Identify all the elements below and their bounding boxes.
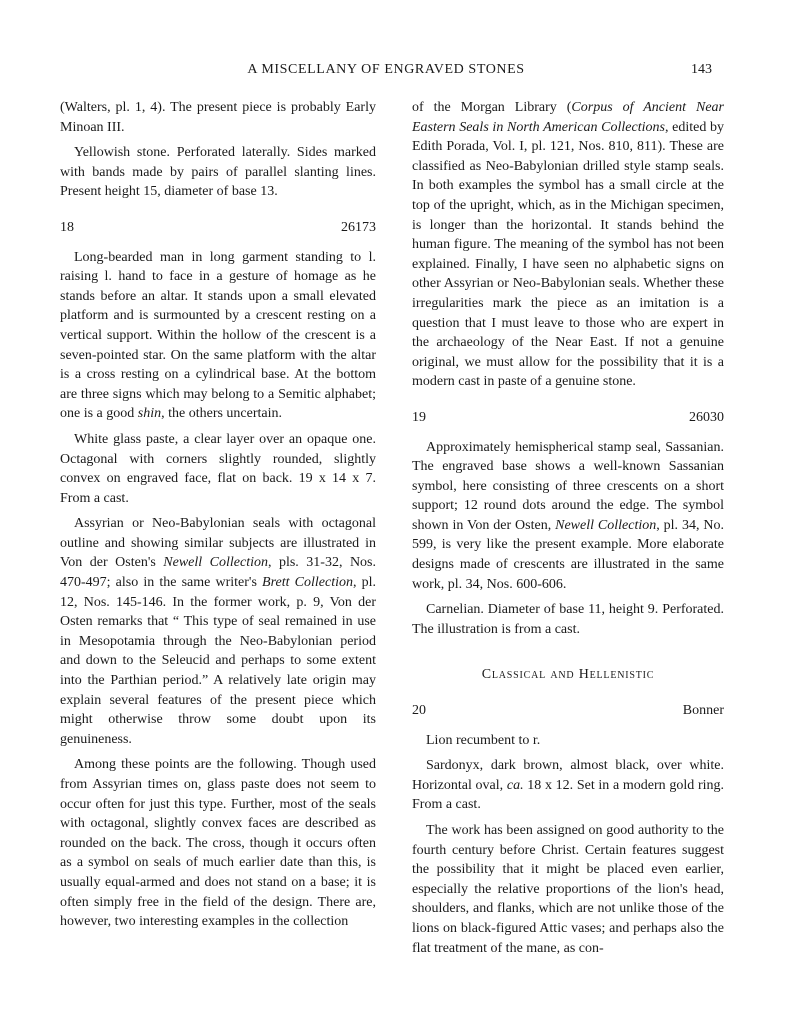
paragraph: Among these points are the following. Though used from Assyrian times on, glass paste does not seem to occur often for just this type. Further, most of the seals with octagonal, slightly convex faces are described as rounded on the back. The cross, though it occurs often as a symbol on seals of much earlier date than this, is usually equal-armed and does not stand on a base; it is often simply free in the field of the design. There are, however, two interesting examples in the collection: [60, 757, 376, 930]
italic-title: Brett Collection: [262, 575, 353, 591]
italic-title: Corpus of Ancient Near Eastern Seals in North American Collections: [412, 100, 724, 135]
italic-term: ca.: [506, 777, 524, 793]
entry-number: 19: [412, 409, 426, 425]
italic-title: Newell Collection: [163, 555, 268, 571]
paragraph: Assyrian or Neo-Babylonian seals with octagonal outline and showing similar subjects are illustrated in Von der Osten's Newell Collection, pls. 31-32, Nos. 470-497; also in the same writer's Brett Collection, pl. 12, Nos. 145-146. In the former work, p. 9, Von der Osten remarks that “ This type of seal remained in use in Mesopotamia through the Neo-Babylonian period and down to the Seleucid and perhaps to some extent into the Parthian period.” A relatively late origin may explain several features of the present piece which might otherwise throw some doubt upon its genuineness.: [60, 516, 377, 747]
running-title: A MISCELLANY OF ENGRAVED STONES: [247, 62, 525, 77]
catalog-number: Bonner: [682, 703, 724, 719]
right-column: [412, 98, 724, 958]
entry-number: 20: [412, 703, 426, 719]
paragraph: Lion recumbent to r.: [426, 732, 541, 748]
paragraph: Sardonyx, dark brown, almost black, over white. Horizontal oval, ca. 18 x 12. Set in a modern gold ring. From a cast.: [412, 758, 724, 813]
paragraph: Approximately hemispherical stamp seal, Sassanian. The engraved base shows a well-known Sassanian symbol, here consisting of three crescents on a short support; 12 round dots around the edge. The symbol shown in Von der Osten, Newell Collection, pl. 34, No. 599, is very like the present example. More elaborate designs made of crescents are illustrated in the same work, pl. 34, Nos. 600-606.: [412, 439, 724, 592]
paragraph: Yellowish stone. Perforated laterally. Sides marked with bands made by pairs of parallel slanting lines. Present height 15, diameter of base 13.: [60, 145, 376, 200]
left-column: [60, 98, 376, 932]
paragraph: Carnelian. Diameter of base 11, height 9. Perforated. The illustration is from a cast.: [412, 602, 724, 637]
catalog-number: 26030: [689, 409, 724, 425]
entry-heading-19: [412, 408, 724, 428]
paragraph: (Walters, pl. 1, 4). The present piece is probably Early Minoan III.: [60, 100, 376, 135]
entry-heading-18: [60, 218, 376, 238]
page-number: 143: [691, 62, 712, 77]
section-heading: Classical and Hellenistic: [481, 667, 655, 683]
paragraph: The work has been assigned on good authority to the fourth century before Christ. Certain features suggest the possibility that it might be placed even earlier, especially the relative proportions of the lion's head, shoulders, and flanks, which are not unlike those of the lions on black-figured Attic vases; and perhaps also the flat treatment of the mane, as con-: [412, 823, 724, 956]
entry-heading-20: [412, 701, 724, 721]
italic-term: shin: [137, 406, 162, 422]
entry-number: 18: [60, 219, 74, 235]
italic-title: Newell Collection: [555, 517, 657, 533]
catalog-number: 26173: [341, 219, 376, 235]
paragraph: Long-bearded man in long garment standing to l. raising l. hand to face in a gesture of homage as he stands before an altar. It stands upon a small elevated platform and is surmounted by a crescent resting on a vertical support. Within the hollow of the crescent is a seven-pointed star. On the same platform with the altar is a cross resting on a cylindrical base. At the bottom are three signs which may belong to a Semitic alphabet; one is a good shin, the others uncertain.: [60, 249, 376, 422]
running-header: [60, 62, 712, 82]
paragraph: White glass paste, a clear layer over an opaque one. Octagonal with corners slightly rounded, slightly convex on engraved face, flat on back. 19 x 14 x 7. From a cast.: [60, 431, 376, 506]
paragraph: of the Morgan Library (Corpus of Ancient Near Eastern Seals in North American Collections, edited by Edith Porada, Vol. I, pl. 121, Nos. 810, 811). These are classified as Neo-Babylonian drilled style stamp seals. In both examples the symbol has a small circle at the top of the upright, which, as in the Michigan specimen, is longer than the horizontal. It stands behind the human figure. The meaning of the symbol has not been explained. Finally, I have seen no alphabetic signs on other Assyrian or Neo-Babylonian seals. Whether these irregularities mark the piece as an imitation is a question that I must leave to those who are expert in the archaeology of the Near East. If not a genuine original, we must allow for the possibility that it is a modern cast in paste of a genuine stone.: [412, 100, 724, 390]
